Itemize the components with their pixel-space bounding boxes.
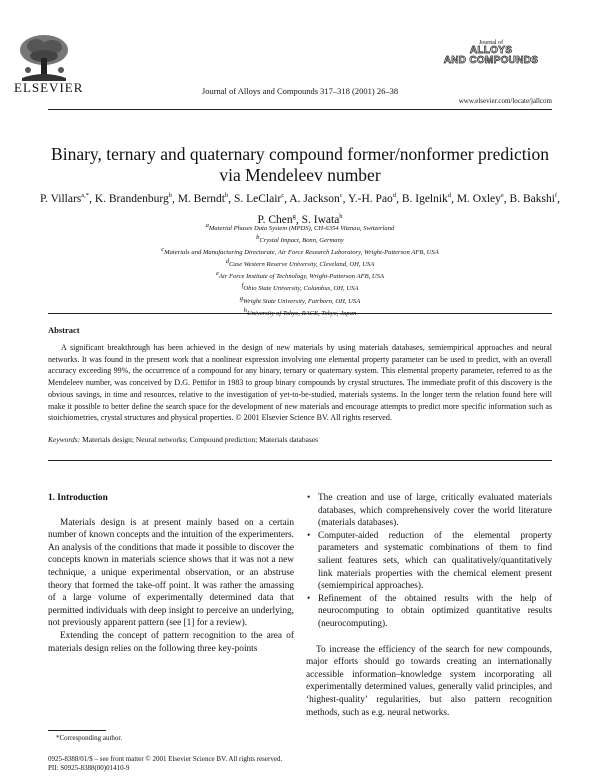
author-name: K. Brandenburg$^b$ <box>94 192 172 205</box>
author-affiliation-mark: b <box>224 192 229 199</box>
affiliation-item: $^b$Crystal Impact, Bonn, Germany <box>256 234 344 245</box>
abstract-bottom-rule <box>48 460 552 461</box>
key-point-item: • Computer-aided reduction of the elemental property parameters and systematic combinations of them to find salient features sets, which can qualitatively/quantitatively link materials properties with the chemical element present (semiempirical approaches). <box>306 530 552 593</box>
key-point-item: • Refinement of the obtained results with the help of neurocomputing to obtain optimized quantitative results (neurocomputing). <box>306 593 552 631</box>
keywords <box>48 435 552 444</box>
affiliation-item: $^d$Case Western Reserve University, Cleveland, OH, USA <box>225 258 375 269</box>
affiliation-item: $^g$Wright State University, Fairborn, OH, USA <box>239 294 361 305</box>
affiliation-item: $^h$University of Tokyo, RACE, Tokyo, Japan <box>243 306 357 317</box>
affiliation-mark: d <box>225 258 229 266</box>
abstract-text: A significant breakthrough has been achieved in the design of new materials by using materials databases, semiempirical approaches and neural networks. It was found in the present work that a nonlinear expression involving one elemental property parameter can be used to predict, with an overall accuracy exceeding 99%, the occurrence of a compound for any binary, ternary or quaternary system. This elemental property parameter, referred to as the Mendeleev number, was conceived by D.G. Pettifor in 1983 to group binary compounds by crystal structures. The immediate profit of this discovery is the obvious savings, in time and resources, relative to the investigation of yet-to-be-studied, materials systems. In the longer term the relation found here will make it possible to better define the search space for the development of new materials and encourage attempts to predict more specific information such as stoichiometries, crystal structures and physical properties. © 2001 Elsevier Science BV. All rights reserved. <box>48 343 552 423</box>
copyright-line: 0925-8388/01/$ – see front matter © 2001 Elsevier Science BV. All rights reserved. <box>48 755 283 763</box>
author-name: M. Oxley$^e$ <box>456 192 504 205</box>
intro-paragraph-3: To increase the efficiency of the search for new compounds, major efforts should go towards creating an internationally accessible information–knowledge system incorporating all experimentally determined values, generally valid principles, and ‘highest-quality’ regularities, but also pattern recognition methods, such as e.g. neural networks. <box>306 644 552 718</box>
author-name: S. Iwata$^h$ <box>301 212 343 226</box>
affiliation-mark: g <box>239 294 244 302</box>
affiliation-mark: a <box>205 222 209 229</box>
author-affiliation-mark: a,* <box>81 192 90 199</box>
affiliation-mark: f <box>241 282 244 290</box>
author-name: S. LeClair$^c$ <box>233 192 285 205</box>
author-name: Y.-H. Pao$^d$ <box>347 192 397 205</box>
author-name: B. Igelnik$^d$ <box>401 192 452 205</box>
author-affiliation-mark: b <box>168 192 172 199</box>
journal-logo-line2: AND COMPOUNDS <box>443 55 539 66</box>
key-points-list <box>306 492 552 631</box>
author-name: P. Villars$^{a,*}$ <box>40 192 90 205</box>
keywords-text: Materials design; Neural networks; Compound prediction; Materials databases <box>82 435 319 444</box>
intro-paragraph-1: Materials design is at present mainly based on a certain number of known concepts and the intuition of the experimenters. An analysis of the conditions that made it possible to discover the concepts known in materials science shows that it was not a new technique, a unique experimental observation, or an abstruse theory that formed the take-off point. It was rather the amassing of a large volume of experimentally determined data that permitted individuals with deep insight to perceive an underlying, not previously apparent pattern (see [1] for a review). <box>48 517 294 629</box>
publisher-name: ELSEVIER <box>14 80 84 95</box>
keywords-label: Keywords: <box>48 435 81 444</box>
section-heading: 1. Introduction <box>48 493 108 503</box>
author-name: P. Chen$^g$ <box>257 212 296 226</box>
author-name: M. Berndt$^b$ <box>177 192 229 205</box>
journal-logo-small: Journal of <box>478 40 504 46</box>
article-title: Binary, ternary and quaternary compound former/nonformer prediction via Mendeleev number <box>51 144 549 185</box>
author-name: B. Bakshi$^f$ <box>509 192 558 205</box>
pii-line: PII: S0925-8388(00)01410-9 <box>48 764 130 772</box>
author-affiliation-mark: c <box>281 192 285 199</box>
journal-logo <box>432 40 550 66</box>
affiliation-item: $^e$Air Force Institute of Technology, Wright-Patterson AFB, USA <box>215 270 385 281</box>
abstract-top-rule <box>48 313 552 314</box>
journal-citation: Journal of Alloys and Compounds 317–318 (2001) 26–38 <box>201 86 399 96</box>
affiliation-list <box>40 222 560 319</box>
author-list: P. Villars$^{a,*}$, K. Brandenburg$^b$, M. Berndt$^b$, S. LeClair$^c$, A. Jackson$^c$, Y.-H. Pao$^d$, B. Igelnik$^d$, M. Oxley$^e$, B. Bakshi$^f$, P. Chen$^g$, S. Iwata$^h$ <box>40 192 560 226</box>
abstract-heading: Abstract <box>48 325 80 335</box>
author-affiliation-mark: h <box>339 212 343 220</box>
header-rule <box>48 109 552 110</box>
affiliation-item: $^c$Materials and Manufacturing Directorate, Air Force Research Laboratory, Wright-Patterson AFB, USA <box>161 246 439 257</box>
left-column <box>48 492 294 655</box>
author-affiliation-mark: f <box>554 192 558 199</box>
journal-website[interactable]: www.elsevier.com/locate/jallcom <box>458 97 552 105</box>
affiliation-item: $^a$Material Phases Data System (MPDS), CH-6354 Vitznau, Switzerland <box>205 222 395 233</box>
author-affiliation-mark: e <box>500 192 504 199</box>
right-column <box>306 492 552 719</box>
author-affiliation-mark: d <box>447 192 452 199</box>
author-affiliation-mark: c <box>339 192 343 199</box>
affiliation-mark: b <box>256 234 260 242</box>
key-point-item: • The creation and use of large, critically evaluated materials databases, which comprehensively cover the world literature (materials databases). <box>306 492 552 530</box>
affiliation-mark: c <box>161 246 165 254</box>
author-affiliation-mark: d <box>392 192 397 199</box>
journal-logo-line1: ALLOYS <box>469 45 513 56</box>
elsevier-tree-logo <box>16 34 72 82</box>
corresponding-author-footnote: *Corresponding author. <box>56 734 123 742</box>
affiliation-mark: h <box>243 306 247 314</box>
author-affiliation-mark: g <box>292 212 296 220</box>
footnote-rule <box>48 730 106 731</box>
affiliation-mark: e <box>215 270 219 278</box>
intro-paragraph-2: Extending the concept of pattern recognition to the area of materials design relies on the following three key-points <box>48 630 294 654</box>
affiliation-item: $^f$Ohio State University, Columbus, OH, USA <box>241 282 359 293</box>
author-name: A. Jackson$^c$ <box>289 192 343 205</box>
